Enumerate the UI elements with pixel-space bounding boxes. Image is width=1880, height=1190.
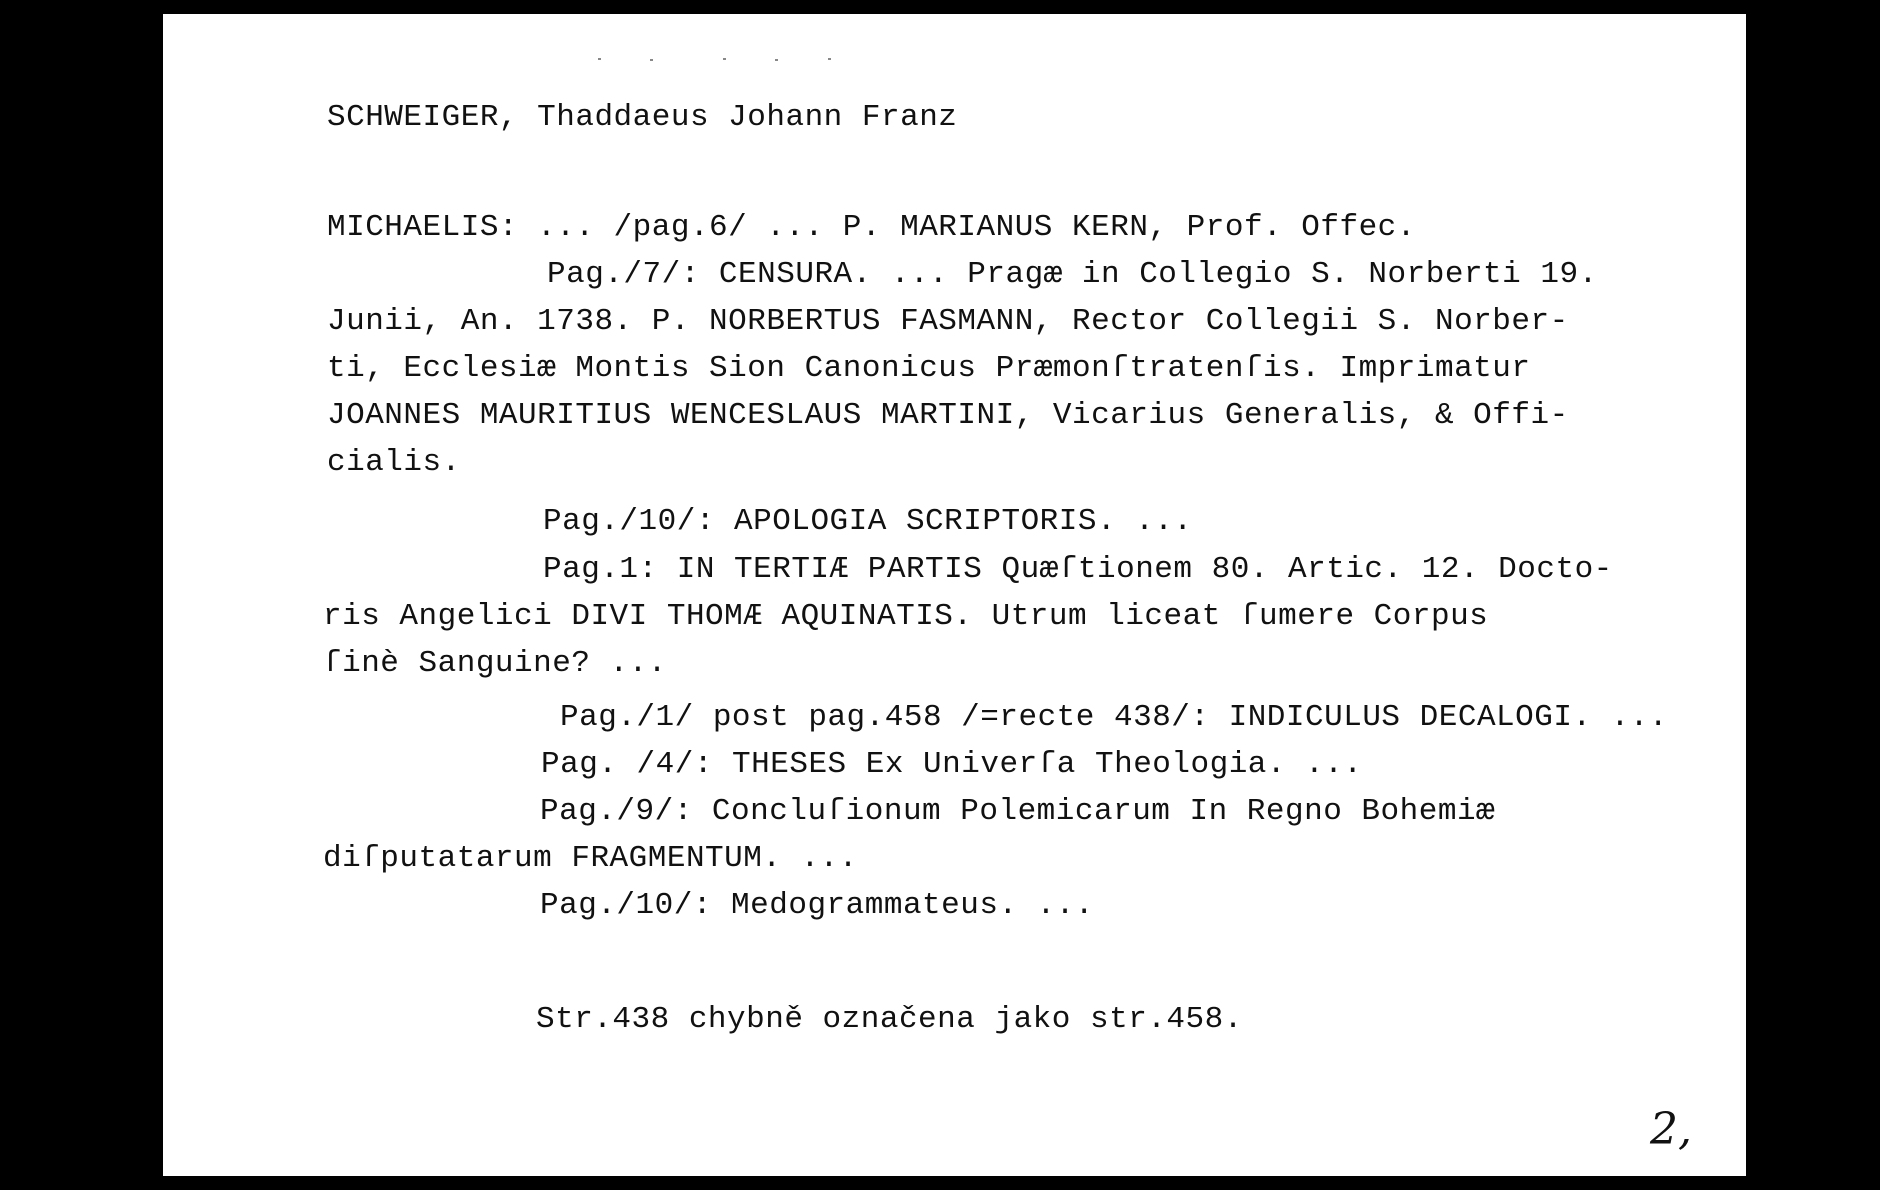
card-line: Junii, An. 1738. P. NORBERTUS FASMANN, Rector Collegii S. Norber- [327,304,1569,339]
card-line: diſputatarum FRAGMENTUM. ... [323,841,858,876]
card-line: Pag./10/: Medogrammateus. ... [540,888,1094,923]
card-line: cialis. [327,445,461,480]
card-note: Str.438 chybně označena jako str.458. [536,1002,1243,1037]
page-number: 2, [1650,1104,1692,1155]
card-line: ris Angelici DIVI THOMÆ AQUINATIS. Utrum liceat ſumere Corpus [323,599,1489,634]
card-line: ſinè Sanguine? ... [323,646,667,681]
scan-speck [650,59,653,61]
card-line: Pag.1: IN TERTIÆ PARTIS Quæſtionem 80. Artic. 12. Docto- [543,552,1613,587]
card-line: Pag./9/: Concluſionum Polemicarum In Regno Bohemiæ [540,794,1496,829]
card-line: JOANNES MAURITIUS WENCESLAUS MARTINI, Vicarius Generalis, & Offi- [327,398,1569,433]
card-line: MICHAELIS: ... /pag.6/ ... P. MARIANUS KERN, Prof. Offec. [327,210,1416,245]
card-line: Pag./10/: APOLOGIA SCRIPTORIS. ... [543,504,1193,539]
scan-speck [828,58,831,60]
scan-speck [723,58,726,60]
catalog-card [163,14,1746,1176]
card-line: Pag. /4/: THESES Ex Univerſa Theologia. ... [541,747,1363,782]
card-line: Pag./1/ post pag.458 /=recte 438/: INDICULUS DECALOGI. ... [560,700,1668,735]
card-heading: SCHWEIGER, Thaddaeus Johann Franz [327,100,958,135]
card-line: ti, Ecclesiæ Montis Sion Canonicus Præmonſtratenſis. Imprimatur [327,351,1531,386]
scan-speck [598,58,601,60]
card-line: Pag./7/: CENSURA. ... Pragæ in Collegio S. Norberti 19. [547,257,1598,292]
scan-speck [775,59,778,61]
